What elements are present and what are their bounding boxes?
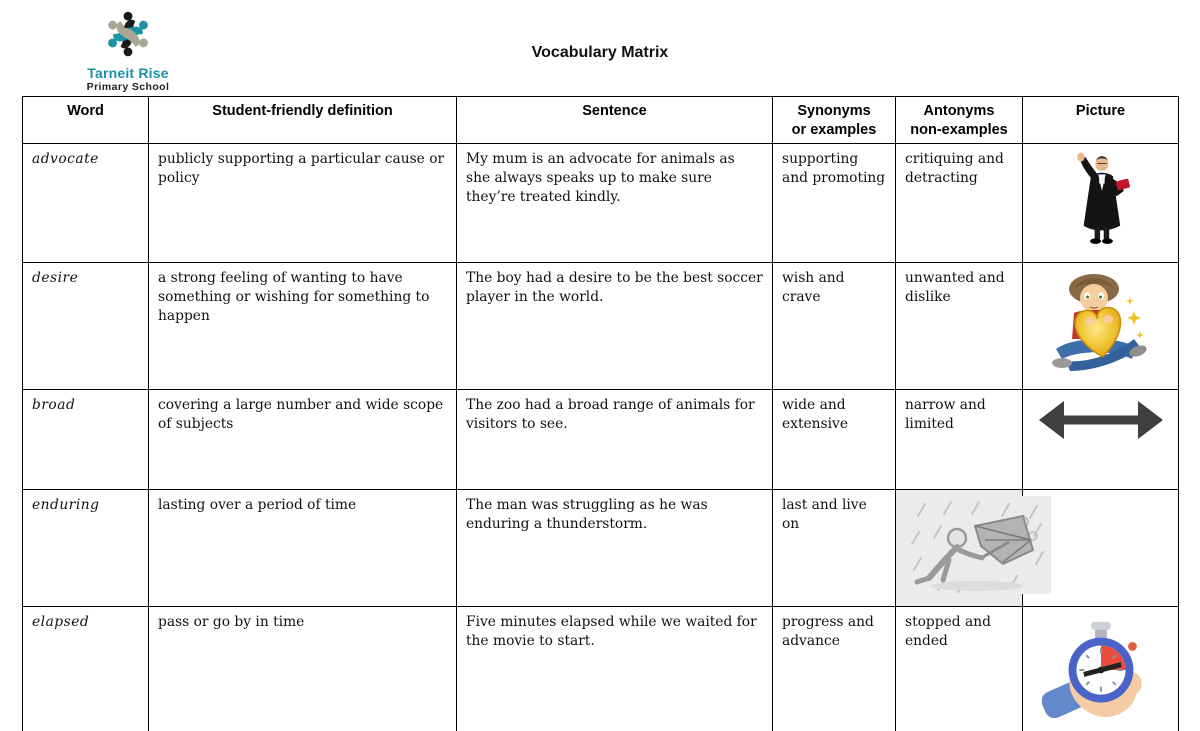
- word-cell: advocate: [23, 144, 149, 263]
- definition-cell: covering a large number and wide scope of subjects: [149, 390, 457, 490]
- antonyms-cell: narrow and limited: [896, 390, 1023, 490]
- header-picture: Picture: [1023, 97, 1179, 144]
- word-cell: desire: [23, 263, 149, 390]
- antonyms-cell: unwanted and dislike: [896, 263, 1023, 390]
- logo-school-name: Tarneit Rise: [87, 65, 169, 81]
- synonyms-cell: supporting and promoting: [773, 144, 896, 263]
- table-row: [23, 490, 1179, 607]
- table-row: [23, 390, 1179, 490]
- synonyms-cell: progress and advance: [773, 607, 896, 731]
- table-row: [23, 144, 1179, 263]
- header-row: [23, 97, 1179, 144]
- sentence-cell: The boy had a desire to be the best soccer player in the world.: [457, 263, 773, 390]
- definition-cell: pass or go by in time: [149, 607, 457, 731]
- table-row: [23, 607, 1179, 731]
- header-antonyms: Antonyms non-examples: [896, 97, 1023, 144]
- stopwatch-in-hand-icon: [1042, 613, 1160, 729]
- header-synonyms: Synonyms or examples: [773, 97, 896, 144]
- vocabulary-table: [22, 96, 1179, 731]
- definition-cell: a strong feeling of wanting to have something or wishing for something to happen: [149, 263, 457, 390]
- word-cell: elapsed: [23, 607, 149, 731]
- page-title: Vocabulary Matrix: [531, 44, 669, 61]
- definition-cell: publicly supporting a particular cause or policy: [149, 144, 457, 263]
- sentence-cell: The man was struggling as he was enduring a thunderstorm.: [457, 490, 773, 607]
- storm-umbrella-icon: [905, 496, 1051, 594]
- logo-school-subname: Primary School: [86, 81, 170, 93]
- picture-cell: [896, 490, 1023, 607]
- synonyms-cell: last and live on: [773, 490, 896, 607]
- table-row: [23, 263, 1179, 390]
- antonyms-cell: critiquing and detracting: [896, 144, 1023, 263]
- picture-cell: [1023, 607, 1179, 731]
- header-definition: Student-friendly definition: [149, 97, 457, 144]
- word-cell: enduring: [23, 490, 149, 607]
- sentence-cell: My mum is an advocate for animals as she always speaks up to make sure they’re treated kindly.: [457, 144, 773, 263]
- word-cell: broad: [23, 390, 149, 490]
- header-word: Word: [23, 97, 149, 144]
- lawyer-advocate-icon: [1069, 150, 1133, 250]
- double-headed-arrow-icon: [1037, 396, 1165, 444]
- boy-hugging-heart-icon: [1042, 269, 1160, 377]
- picture-cell: [1023, 144, 1179, 263]
- synonyms-cell: wish and crave: [773, 263, 896, 390]
- antonyms-cell: stopped and ended: [896, 607, 1023, 731]
- synonyms-cell: wide and extensive: [773, 390, 896, 490]
- sentence-cell: Five minutes elapsed while we waited for the movie to start.: [457, 607, 773, 731]
- header-sentence: Sentence: [457, 97, 773, 144]
- definition-cell: lasting over a period of time: [149, 490, 457, 607]
- picture-cell: [1023, 263, 1179, 390]
- sentence-cell: The zoo had a broad range of animals for visitors to see.: [457, 390, 773, 490]
- picture-cell: [1023, 390, 1179, 490]
